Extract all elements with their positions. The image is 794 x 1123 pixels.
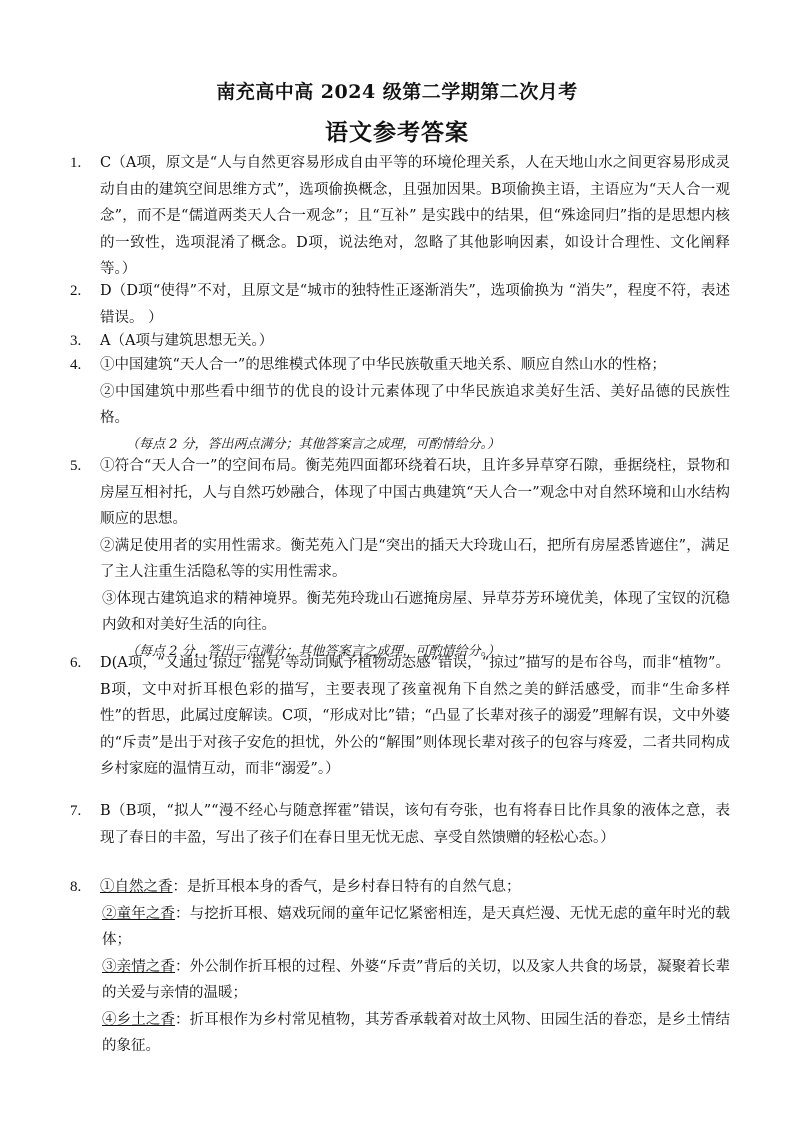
question-number: 3. bbox=[70, 333, 82, 349]
answer-point bbox=[100, 874, 730, 901]
answer-point: ②满足使用者的实用性需求。衡芜苑入门是“突出的插天大玲珑山石，把所有房屋悉皆遮住”，满足了主人注重生活隐私等的实用性需求。 bbox=[100, 537, 730, 580]
answer-point: ③体现古建筑追求的精神境界。衡芜苑玲珑山石遮掩房屋、异草芬芳环境优美，体现了宝钗的沉稳内敛和对美好生活的向往。 bbox=[102, 590, 730, 633]
answer-point bbox=[100, 954, 730, 1007]
point-text: ：是折耳根本身的香气，是乡村春日特有的自然气息； bbox=[172, 879, 521, 895]
answer-key-heading: 语文参考答案 bbox=[325, 119, 469, 146]
answer-point: ①符合“天人合一”的空间布局。衡芜苑四面都环绕着石块，且许多异草穿石隙，垂据绕柱，景物和房屋互相衬托，人与自然巧妙融合，体现了中国古典建筑“天人合一”观念中对自然环境和山水结构顺应的思想。 bbox=[100, 458, 730, 527]
answer-point: ①中国建筑“天人合一”的思维模式体现了中华民族敬重天地关系、顺应自然山水的性格； bbox=[100, 357, 666, 373]
question-number: 5. bbox=[70, 458, 82, 474]
point-text: ：与挖折耳根、嬉戏玩闹的童年记忆紧密相连，是天真烂漫、无忧无虑的童年时光的载体； bbox=[102, 905, 731, 948]
point-label: ④乡土之香 bbox=[102, 1011, 176, 1028]
answer-text: C（A项，原文是“人与自然更容易形成自由平等的环境伦理关系，人在天地山水之间更容易形成灵动自由的建筑空间思维方式”，选项偷换概念，且强加因果。B项偷换主语，主语应为“天人合一观念”，而不是“儒道两类天人合一观念”；且“互补” 是实践中的结果，但“殊途同归”指的是思想内核的一致性，选项混淆了概念。D项，说法绝对，忽略了其他影响因素，如设计合理性、文化阐释等。） bbox=[100, 155, 730, 277]
scoring-note: （每点 2 分，答出两点满分；其他答案言之成理，可酌情给分。） bbox=[126, 436, 501, 452]
question-number: 1. bbox=[70, 155, 82, 171]
question-number: 8. bbox=[70, 879, 82, 895]
point-label: ①自然之香 bbox=[100, 879, 173, 895]
scoring-note: （每点 2 分，答出三点满分；其他答案言之成理，可酌情给分。） bbox=[126, 643, 501, 659]
question-number: 7. bbox=[70, 803, 82, 819]
point-text: ：外公制作折耳根的过程、外婆“斥责”背后的关切，以及家人共食的场景，凝聚着长辈的关爱与亲情的温暖； bbox=[102, 958, 731, 1001]
point-label: ②童年之香 bbox=[102, 905, 176, 922]
answer-item-3 bbox=[70, 328, 730, 355]
question-number: 2. bbox=[70, 283, 82, 299]
answer-point: ②中国建筑中那些看中细节的优良的设计元素体现了中华民族追求美好生活、美好品德的民族性格。 bbox=[100, 383, 730, 426]
answer-item-2 bbox=[70, 278, 730, 331]
answer-item-4 bbox=[70, 352, 730, 458]
exam-title: 南充高中高 2024 级第二学期第二次月考 bbox=[216, 81, 578, 103]
answer-item-6 bbox=[70, 650, 730, 783]
answer-text: A（A项与建筑思想无关。） bbox=[100, 333, 274, 349]
question-number: 4. bbox=[70, 357, 82, 373]
answer-text: B（B项，“拟人”“漫不经心与随意挥霍”错误，该句有夸张，也有将春日比作具象的液体之意，表现了春日的丰盈，写出了孩子们在春日里无忧无虑、享受自然馈赠的轻松心态。） bbox=[100, 803, 730, 846]
answer-item-5 bbox=[70, 453, 730, 665]
answer-item-7 bbox=[70, 798, 730, 851]
point-text: ：折耳根作为乡村常见植物，其芳香承载着对故土风物、田园生活的眷恋，是乡土情结的象征。 bbox=[102, 1011, 731, 1054]
question-number: 6. bbox=[70, 655, 82, 671]
answer-item-8 bbox=[70, 874, 730, 1060]
answer-point bbox=[100, 901, 730, 954]
answer-item-1 bbox=[70, 150, 730, 283]
answer-text: D（D项“使得”不对，且原文是“城市的独特性正逐渐消失”，选项偷换为 “消失”，程度不符，表述错误。 ） bbox=[100, 283, 730, 326]
point-label: ③亲情之香 bbox=[102, 958, 175, 975]
answer-text: D(A项，“又通过‘掠过’‘摇晃’等动词赋予植物动态感”错误，“掠过”描写的是布谷鸟，而非“植物”。B项，文中对折耳根色彩的描写，主要表现了孩童视角下自然之美的鲜活感受，而非“生命多样性”的哲思，此属过度解读。C项，“形成对比”错；“凸显了长辈对孩子的溺爱”理解有误，文中外婆的“斥责”是出于对孩子安危的担忧，外公的“解围”则体现长辈对孩子的包容与疼爱，二者共同构成乡村家庭的温情互动，而非“溺爱”。） bbox=[100, 655, 730, 777]
answer-point bbox=[100, 1007, 730, 1060]
